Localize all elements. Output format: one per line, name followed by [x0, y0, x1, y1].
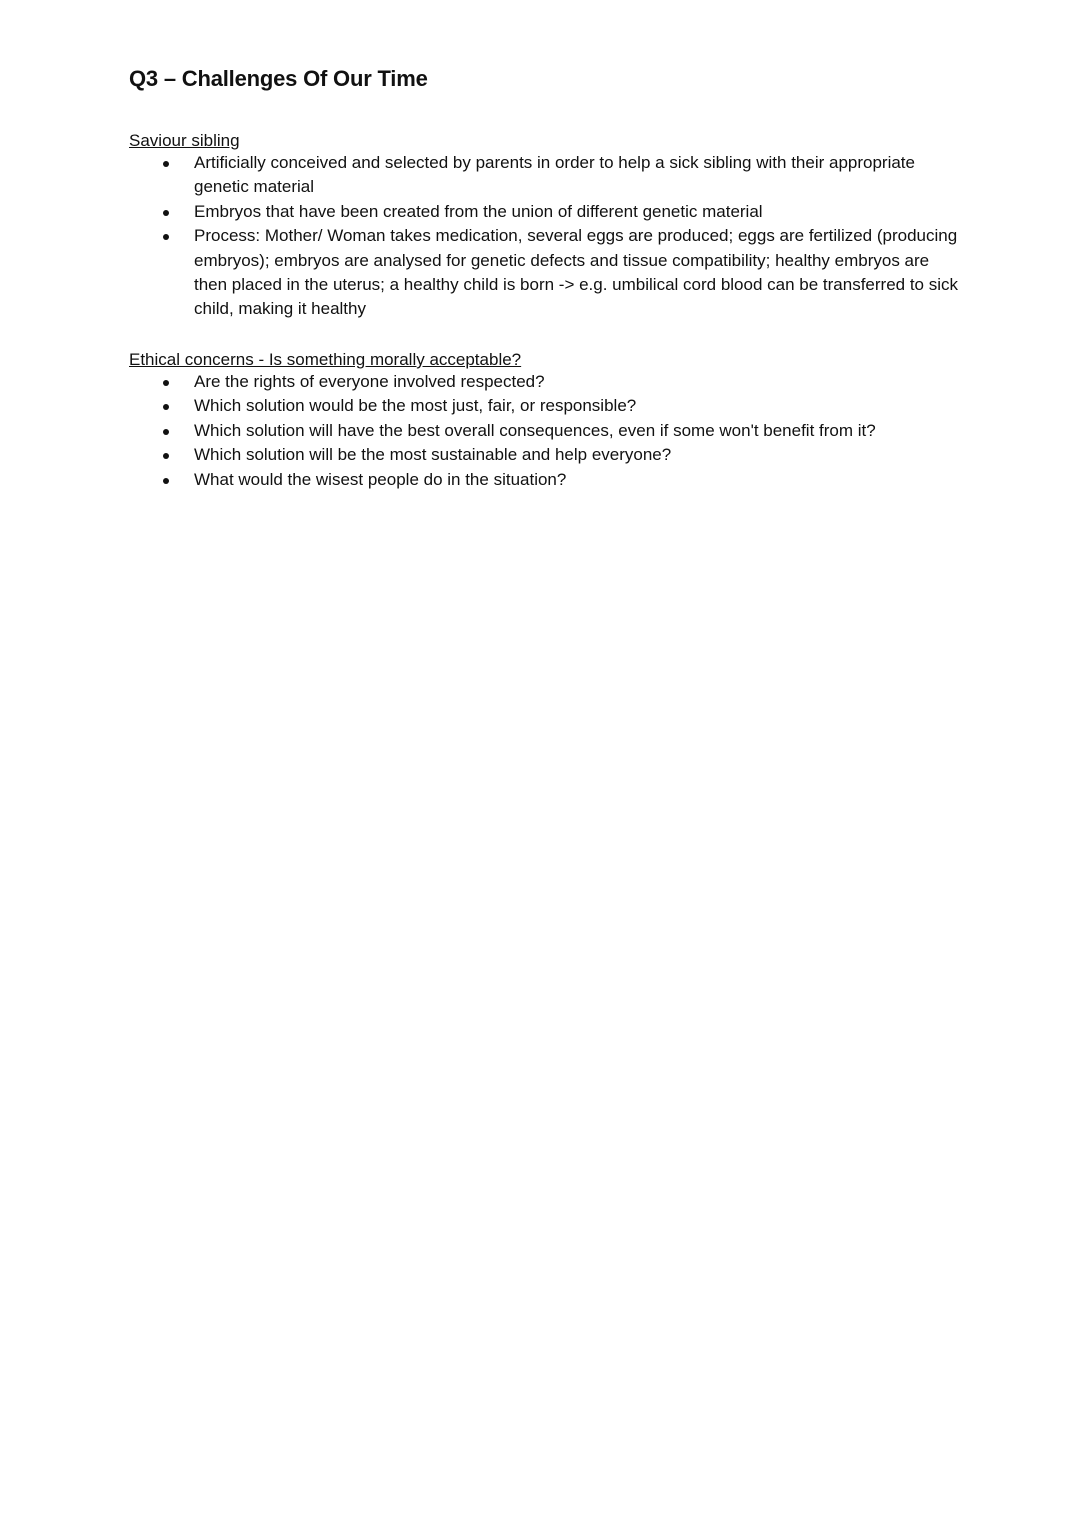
list-item-text: Which solution will have the best overall consequences, even if some won't benefit from it?	[194, 420, 876, 440]
list-item-text: Which solution will be the most sustainable and help everyone?	[194, 445, 672, 465]
bullet-icon	[163, 234, 169, 240]
list-item	[129, 224, 959, 322]
list-item	[129, 443, 959, 467]
list-item-text: Are the rights of everyone involved respected?	[194, 372, 545, 391]
list-item	[129, 468, 959, 492]
list-item	[129, 200, 959, 224]
list-item	[129, 151, 959, 200]
section-saviour-sibling	[129, 131, 959, 322]
bullet-icon	[163, 161, 169, 167]
page-title: Q3 – Challenges Of Our Time	[129, 66, 428, 91]
bullet-list	[129, 151, 959, 322]
section-ethical-concerns	[129, 350, 959, 492]
bullet-icon	[163, 404, 169, 410]
list-item-text: Artificially conceived and selected by parents in order to help a sick sibling with their appropriate genetic material	[194, 153, 915, 197]
bullet-list	[129, 370, 959, 492]
bullet-icon	[163, 429, 169, 435]
list-item	[129, 419, 959, 443]
list-item-text: What would the wisest people do in the situation?	[194, 469, 567, 489]
list-item-text: Which solution would be the most just, fair, or responsible?	[194, 396, 637, 416]
section-heading: Ethical concerns - Is something morally acceptable?	[129, 350, 522, 369]
list-item	[129, 370, 959, 394]
bullet-icon	[163, 453, 169, 459]
bullet-icon	[163, 478, 169, 484]
list-item-text: Embryos that have been created from the union of different genetic material	[194, 201, 763, 221]
list-item-text: Process: Mother/ Woman takes medication, several eggs are produced; eggs are fertilized (producing embryos); embryos are analysed for genetic defects and tissue compatibility; healthy embryos are then placed in the uterus; a healthy child is born -> e.g. umbilical cord blood can be transferred to sick child, making it healthy	[194, 226, 959, 319]
bullet-icon	[163, 380, 169, 386]
bullet-icon	[163, 210, 169, 216]
section-heading: Saviour sibling	[129, 131, 240, 150]
list-item	[129, 394, 959, 418]
